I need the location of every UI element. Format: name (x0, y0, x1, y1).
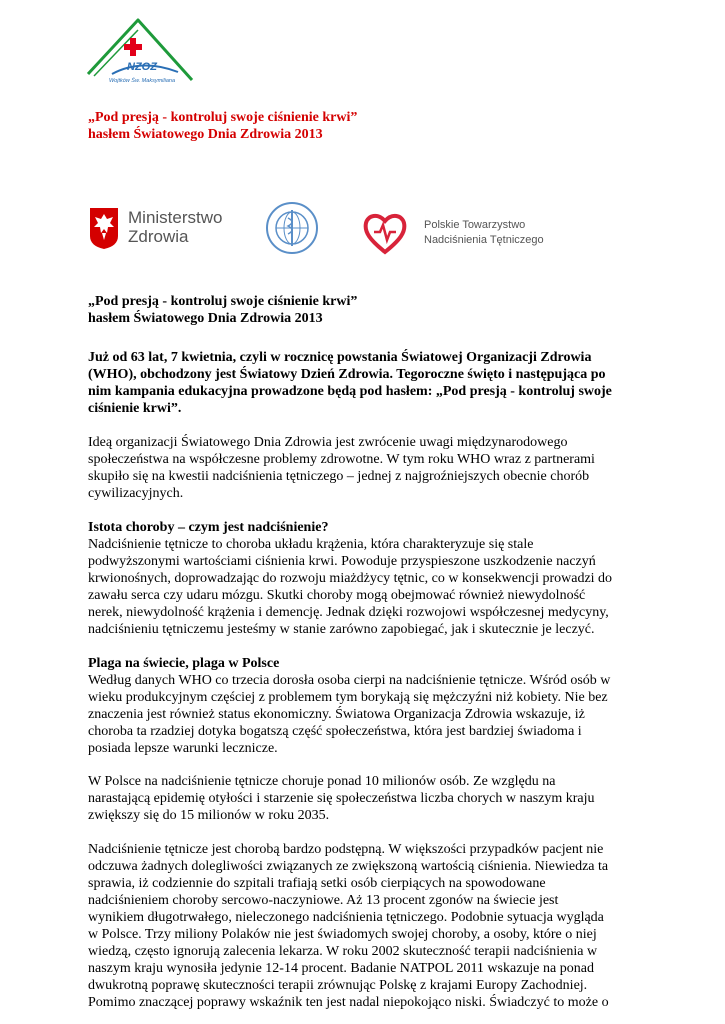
ptnt-logo-line: Nadciśnienia Tętniczego (424, 234, 544, 246)
paragraph-line: Pomimo znaczącej poprawy wskaźnik ten jest nadal niepokojąco niski. Świadczyć to może o (88, 995, 609, 1010)
heart-icon (362, 210, 408, 256)
paragraph-line: wynikiem długotrwałego, nieleczonego nadciśnienia tętniczego. Podobnie sytuacja wygląda (88, 910, 604, 925)
paragraph-line: podwyższonymi wartościami ciśnienia krwi. Powoduje przyspieszone uszkodzenie naczyń (88, 554, 596, 569)
article-title (88, 293, 648, 327)
paragraph-line: choroba ta rzadziej dotyka bogatszą część społeczeństwa, która jest bardziej świadoma i (88, 724, 582, 739)
nzoz-logo-text: NZOZ (127, 61, 157, 73)
header-title-line: hasłem Światowego Dnia Zdrowia 2013 (88, 127, 323, 142)
paragraph-line: krwionośnych, doprowadzając do rozwoju miażdżycy tętnic, co w konsekwencji prowadzi do (88, 571, 613, 586)
paragraph-line: w Polsce. Trzy miliony Polaków nie jest świadomych swojej choroby, a osoby, które o niej (88, 927, 597, 942)
paragraph-line: posiada lepsze warunki lecznicze. (88, 741, 278, 756)
nzoz-logo-subtext: Wojtków Św. Maksymiliana (108, 78, 176, 84)
ptnt-logo-line: Polskie Towarzystwo (424, 219, 526, 231)
section-disease (88, 519, 648, 638)
header-title-line: „Pod presją - kontroluj swoje ciśnienie krwi” (88, 110, 358, 125)
paragraph-line: Nadciśnienie tętnicze to choroba układu krążenia, która charakteryzuje się stale (88, 537, 534, 552)
paragraph-line: zwiększy się do 15 milionów w roku 2035. (88, 808, 330, 823)
paragraph-line: społeczeństwa na współczesne problemy zdrowotne. W tym roku WHO wraz z partnerami (88, 452, 595, 467)
section-heading: Plaga na świecie, plaga w Polsce (88, 656, 280, 671)
section-heading: Istota choroby – czym jest nadciśnienie? (88, 520, 329, 535)
ministry-of-health-logo (88, 206, 234, 252)
paragraph-line: narastającą epidemię otyłości i starzenie się społeczeństwa liczba chorych w naszym kraju (88, 791, 595, 806)
paragraph-line: W Polsce na nadciśnienie tętnicze choruje ponad 10 milionów osób. Ze względu na (88, 774, 556, 789)
paragraph-line: nadciśnieniem choroby sercowo-naczyniowe. Aż 13 procent zgonów na świecie jest (88, 893, 559, 908)
poland-stats-paragraph (88, 773, 648, 824)
nzoz-logo (86, 14, 198, 90)
paragraph-line: nerek, niewydolność krążenia i demencję. Jednak dzięki rozwojowi współczesnej medycyny, (88, 605, 609, 620)
paragraph-line: zawału serca czy udaru mózgu. Skutki choroby mogą obejmować również niewydolność (88, 588, 586, 603)
intro-paragraph (88, 434, 648, 502)
paragraph-line: odczuwa żadnych dolegliwości związanych ze zwiększoną wartością ciśnienia. Niewiedza ta (88, 859, 609, 874)
partner-logos (86, 200, 646, 280)
paragraph-line: skupiło się na kwestii nadciśnienia tętniczego – jednej z najgroźniejszych obecnie chorób (88, 469, 590, 484)
insidious-disease-paragraph (88, 841, 648, 1011)
article-title-line: „Pod presją - kontroluj swoje ciśnienie krwi” (88, 294, 358, 309)
lead-paragraph (88, 349, 648, 417)
paragraph-line: znaczenia jest również status ekonomiczny. Światowa Organizacja Zdrowia wskazuje, iż (88, 707, 585, 722)
paragraph-line: dwukrotną poprawę skuteczności terapii zrównując Polskę z krajami Europy Zachodniej. (88, 978, 588, 993)
who-emblem-logo (264, 200, 320, 256)
paragraph-line: Według danych WHO co trzecia dorosła osoba cierpi na nadciśnienie tętnicze. Wśród osób w (88, 673, 611, 688)
paragraph-line: naszym kraju wynosiła jedynie 12-14 procent. Badanie NATPOL 2011 wskazuje na ponad (88, 961, 594, 976)
ptnt-logo (362, 210, 662, 260)
ministry-logo-line: Zdrowia (128, 227, 189, 246)
paragraph-line: nadciśnieniu tętniczemu jesteśmy w stanie zarówno zapobiegać, jak i skutecznie je leczyć. (88, 622, 595, 637)
paragraph-line: Już od 63 lat, 7 kwietnia, czyli w rocznicę powstania Światowej Organizacji Zdrowia (88, 350, 592, 365)
paragraph-line: wieku produkcyjnym częściej z problemem tym borykają się mężczyźni niż kobiety. Nie bez (88, 690, 608, 705)
header-title (88, 109, 648, 143)
ministry-logo-line: Ministerstwo (128, 208, 223, 227)
paragraph-line: cywilizacyjnych. (88, 486, 184, 501)
section-plague (88, 655, 648, 757)
paragraph-line: nim kampania edukacyjna prowadzone będą pod hasłem: „Pod presją - kontroluj swoje (88, 384, 612, 399)
paragraph-line: ciśnienie krwi”. (88, 401, 182, 416)
polish-eagle-icon (88, 206, 120, 250)
paragraph-line: Ideą organizacji Światowego Dnia Zdrowia jest zwrócenie uwagi międzynarodowego (88, 435, 568, 450)
paragraph-line: (WHO), obchodzony jest Światowy Dzień Zdrowia. Tegoroczne święto i następująca po (88, 367, 606, 382)
paragraph-line: wiedzą, często ignorują zalecenia lekarza. W roku 2002 skuteczność terapii nadciśnienia w (88, 944, 598, 959)
article-title-line: hasłem Światowego Dnia Zdrowia 2013 (88, 311, 323, 326)
paragraph-line: Nadciśnienie tętnicze jest chorobą bardzo podstępną. W większości przypadków pacjent nie (88, 842, 604, 857)
paragraph-line: sprawia, iż codziennie do szpitali trafiają setki osób cierpiących na spowodowane (88, 876, 546, 891)
